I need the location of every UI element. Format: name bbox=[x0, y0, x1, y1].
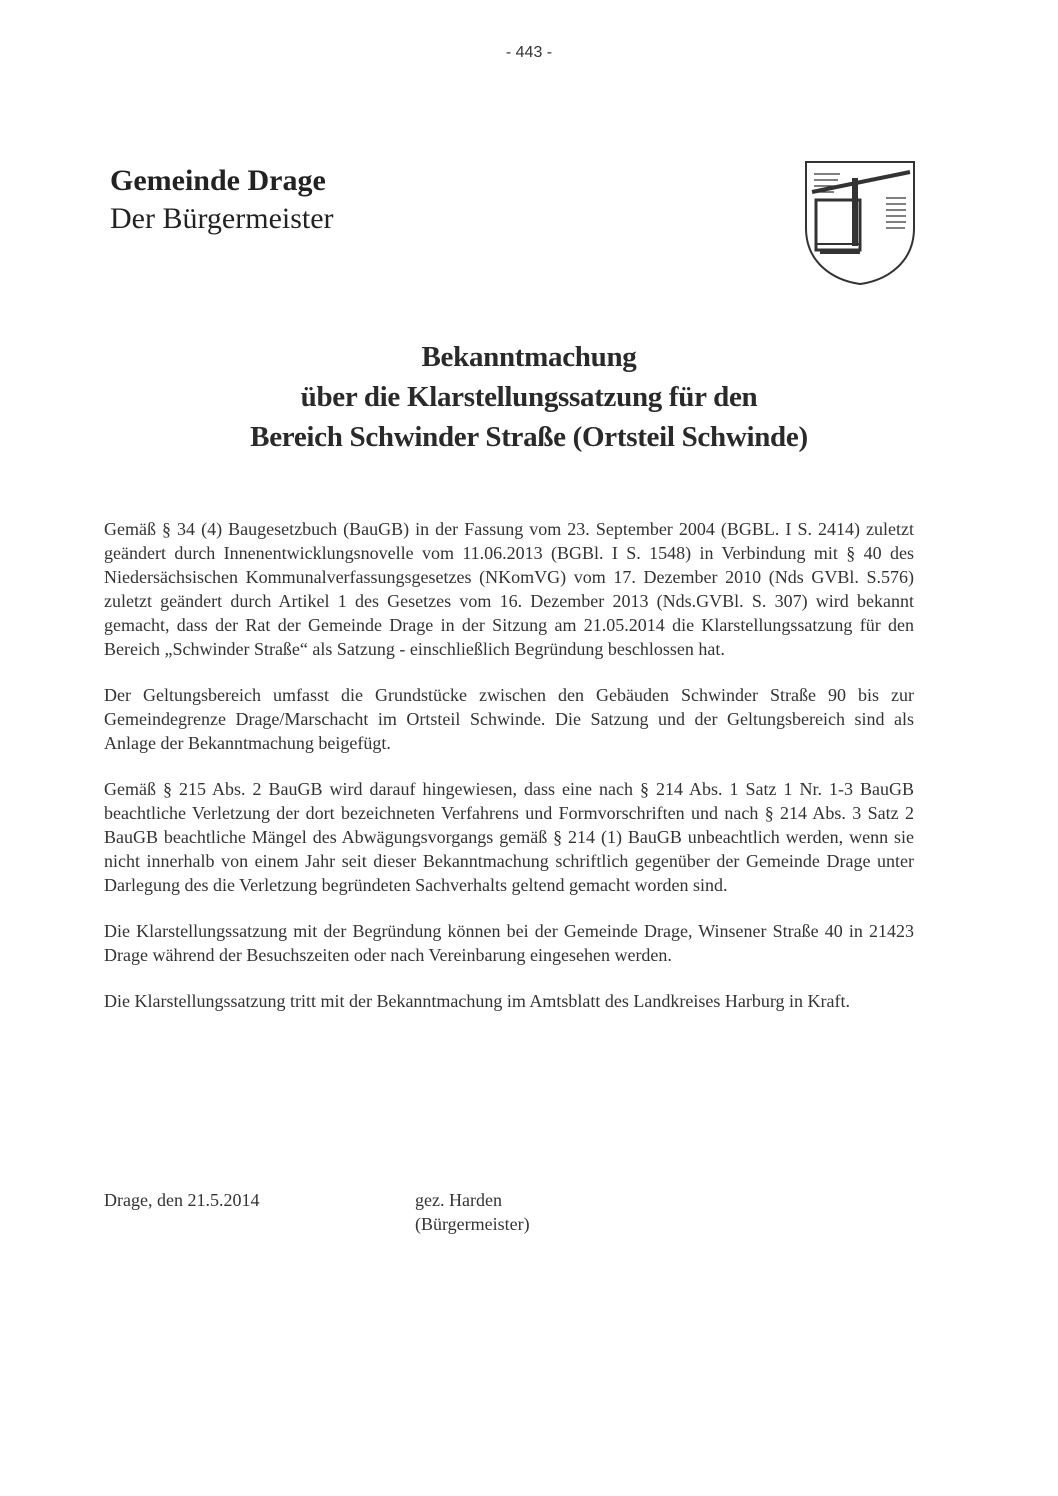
paragraph-effective: Die Klarstellungssatzung tritt mit der Bekanntmachung im Amtsblatt des Landkreises Harburg in Kraft. bbox=[104, 991, 851, 1011]
signatory-name: gez. Harden bbox=[415, 1190, 502, 1210]
coat-of-arms-icon bbox=[800, 158, 920, 286]
signatory-role: (Bürgermeister) bbox=[415, 1214, 530, 1234]
title-line-1: Bekanntmachung bbox=[421, 341, 637, 373]
title-line-2: über die Klarstellungssatzung für den bbox=[300, 381, 758, 413]
page-number: - 443 - bbox=[505, 44, 553, 61]
paragraph-scope: Der Geltungsbereich umfasst die Grundstücke zwischen den Gebäuden Schwinder Straße 90 bis zur Gemeindegrenze Drage/Marschacht im Ortsteil Schwinde. Die Satzung und der Geltungsbereich sind als Anlage der Bekanntmachung beigefügt. bbox=[104, 685, 914, 753]
announcement-body bbox=[104, 517, 914, 1035]
letterhead bbox=[110, 162, 334, 238]
signature-block bbox=[104, 1188, 704, 1248]
place-date: Drage, den 21.5.2014 bbox=[104, 1190, 260, 1210]
office-title: Der Bürgermeister bbox=[110, 202, 334, 235]
municipality-name: Gemeinde Drage bbox=[110, 164, 326, 197]
paragraph-notice: Gemäß § 215 Abs. 2 BauGB wird darauf hingewiesen, dass eine nach § 214 Abs. 1 Satz 1 Nr. 1-3 BauGB beachtliche Verletzung der dort bezeichneten Verfahrens und Formvorschriften und nach § 214 Abs. 3 Satz 2 BauGB beachtliche Mängel des Abwägungsvorgangs gemäß § 214 (1) BauGB unbeachtlich werden, wenn sie nicht innerhalb von einem Jahr seit dieser Bekanntmachung schriftlich gegenüber der Gemeinde Drage unter Darlegung des die Verletzung begründeten Sachverhalts geltend gemacht worden sind. bbox=[104, 779, 914, 895]
paragraph-inspection: Die Klarstellungssatzung mit der Begründung können bei der Gemeinde Drage, Winsener Straße 40 in 21423 Drage während der Besuchszeiten oder nach Vereinbarung eingesehen werden. bbox=[104, 921, 914, 965]
announcement-title bbox=[0, 337, 1058, 457]
title-line-3: Bereich Schwinder Straße (Ortsteil Schwinde) bbox=[250, 421, 808, 453]
paragraph-legal-basis: Gemäß § 34 (4) Baugesetzbuch (BauGB) in der Fassung vom 23. September 2004 (BGBL. I S. 2414) zuletzt geändert durch Innenentwicklungsnovelle vom 11.06.2013 (BGBl. I S. 1548) in Verbindung mit § 40 des Niedersächsischen Kommunalverfassungsgesetzes (NKomVG) vom 17. Dezember 2010 (Nds GVBl. S.576) zuletzt geändert durch Artikel 1 des Gesetzes vom 16. Dezember 2013 (Nds.GVBl. S. 307) wird bekannt gemacht, dass der Rat der Gemeinde Drage in der Sitzung am 21.05.2014 die Klarstellungssatzung für den Bereich „Schwinder Straße“ als Satzung - einschließlich Begründung beschlossen hat. bbox=[104, 519, 914, 659]
signatory bbox=[415, 1188, 530, 1236]
